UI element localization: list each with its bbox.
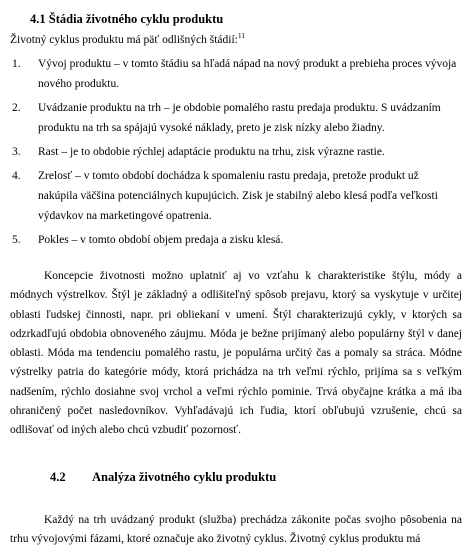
list-item bbox=[0, 142, 472, 162]
footnote-reference: 11 bbox=[237, 31, 246, 41]
list-item-number: 1. bbox=[12, 58, 21, 70]
section-heading-4-2 bbox=[50, 470, 276, 485]
section-title: Analýza životného cyklu produktu bbox=[92, 470, 277, 484]
list-item-text: Rast – je to obdobie rýchlej adaptácie produktu na trhu, zisk výrazne rastie. bbox=[38, 146, 385, 158]
style-fashion-paragraph: Koncepcie životnosti možno uplatniť aj vo vzťahu k charakteristike štýlu, módy a módnych výstrelkov. Štýl je základný a odlišiteľný spôsob prejavu, ktorý sa vyskytuje v určitej oblasti ľudskej činnosti, napr. pri obliekaní v umení. Štýl charakterizujú cykly, v ktorých sa odzrkadľujú obdobia obnoveného záujmu. Móda je bežne prijímaný alebo populárny štýl v danej oblasti. Móda ma tendenciu pomalého rastu, je populárna určitý čas a pomaly sa stráca. Módne výstrelky patria do kategórie módy, ktorá prichádza na trh veľmi rýchlo, prijíma sa s veľkým nadšením, rýchlo dosiahne svoj vrchol a veľmi rýchlo pominie. Trvá obyčajne krátka a má iba ohraničený počet nasledovníkov. Vyhľadávajú ich ľudia, ktorí obľubujú vzrušenie, chcú sa odlišovať od iných alebo chcú vzbudiť pozornosť. bbox=[10, 270, 462, 437]
list-item-text: Uvádzanie produktu na trh – je obdobie pomalého rastu predaja produktu. S uvádzaním produktu na trh sa spájajú vysoké náklady, preto je zisk nízky alebo žiadny. bbox=[38, 102, 441, 134]
lifecycle-analysis-paragraph: Každý na trh uvádzaný produkt (služba) prechádza zákonite počas svojho pôsobenia na trhu vývojovými fázami, ktoré označuje ako životný cyklus. Životný cyklus produktu má bbox=[10, 514, 462, 546]
list-item-text: Zrelosť – v tomto období dochádza k spomaleniu rastu predaja, pretože produkt už nakúpila väčšina potenciálnych kupujúcich. Zisk je stabilný alebo klesá podľa veľkosti výdavkov na marketingové opatrenia. bbox=[38, 170, 438, 222]
section-number: 4.2 bbox=[50, 470, 66, 484]
intro-sentence bbox=[10, 31, 246, 46]
stages-list bbox=[0, 54, 472, 254]
list-item-number: 2. bbox=[12, 102, 21, 114]
list-item-number: 4. bbox=[12, 170, 21, 182]
section-heading-4-1: 4.1 Štádia životného cyklu produktu bbox=[30, 12, 224, 26]
list-item bbox=[0, 98, 472, 138]
list-item bbox=[0, 230, 472, 250]
intro-text: Životný cyklus produktu má päť odlišných štádií: bbox=[10, 34, 238, 46]
list-item-number: 3. bbox=[12, 146, 21, 158]
list-item-text: Vývoj produktu – v tomto štádiu sa hľadá nápad na nový produkt a prebieha proces vývoja nového produktu. bbox=[38, 58, 457, 90]
list-item-text: Pokles – v tomto období objem predaja a zisku klesá. bbox=[38, 234, 284, 246]
list-item bbox=[0, 54, 472, 94]
list-item bbox=[0, 166, 472, 226]
list-item-number: 5. bbox=[12, 234, 21, 246]
